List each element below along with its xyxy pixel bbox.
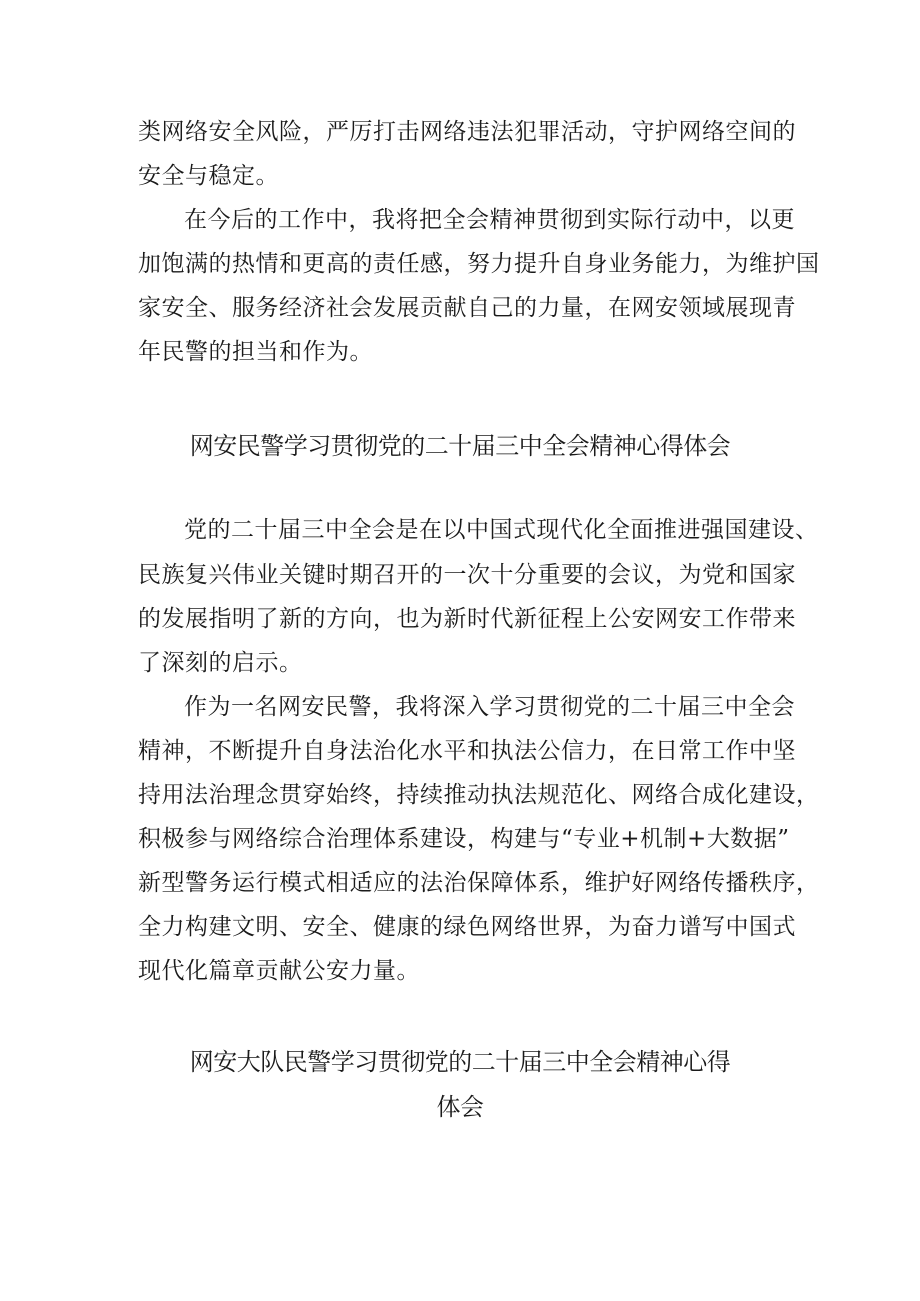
- paragraph-4-line-5: 新型警务运行模式相适应的法治保障体系，维护好网络传播秩序，: [138, 870, 820, 896]
- section-heading-2-line-1: 网安大队民警学习贯彻党的二十届三中全会精神心得: [189, 1048, 731, 1076]
- paragraph-4-line-2: 精神，不断提升自身法治化水平和执法公信力，在日常工作中坚: [138, 738, 796, 764]
- paragraph-2-line-3: 家安全、服务经济社会发展贡献自己的力量，在网安领域展现青: [138, 295, 796, 321]
- paragraph-2-line-1: 在今后的工作中，我将把全会精神贯彻到实际行动中，以更: [184, 207, 795, 233]
- paragraph-2-line-2: 加饱满的热情和更高的责任感，努力提升自身业务能力，为维护国: [138, 251, 820, 277]
- paragraph-4-line-3: 持用法治理念贯穿始终，持续推动执法规范化、网络合成化建设，: [138, 782, 820, 808]
- paragraph-3-line-2: 民族复兴伟业关键时期召开的一次十分重要的会议，为党和国家: [138, 562, 796, 588]
- paragraph-4-line-1: 作为一名网安民警，我将深入学习贯彻党的二十届三中全会: [184, 694, 795, 720]
- section-heading-1: 网安民警学习贯彻党的二十届三中全会精神心得体会: [189, 432, 731, 460]
- paragraph-3-line-4: 了深刻的启示。: [138, 650, 303, 676]
- paragraph-2-line-4: 年民警的担当和作为。: [138, 339, 373, 365]
- paragraph-3-line-3: 的发展指明了新的方向，也为新时代新征程上公安网安工作带来: [138, 606, 796, 632]
- paragraph-3-line-1: 党的二十届三中全会是在以中国式现代化全面推进强国建设、: [184, 517, 819, 543]
- paragraph-4-line-6: 全力构建文明、安全、健康的绿色网络世界，为奋力谱写中国式: [138, 914, 796, 940]
- paragraph-1-line-2: 安全与稳定。: [138, 163, 279, 189]
- paragraph-4-line-4: 积极参与网络综合治理体系建设，构建与“专业+机制+大数据”: [138, 826, 790, 852]
- paragraph-1-line-1: 类网络安全风险，严厉打击网络违法犯罪活动，守护网络空间的: [138, 119, 796, 145]
- paragraph-4-line-7: 现代化篇章贡献公安力量。: [138, 958, 420, 984]
- section-heading-2-line-2: 体会: [436, 1093, 484, 1121]
